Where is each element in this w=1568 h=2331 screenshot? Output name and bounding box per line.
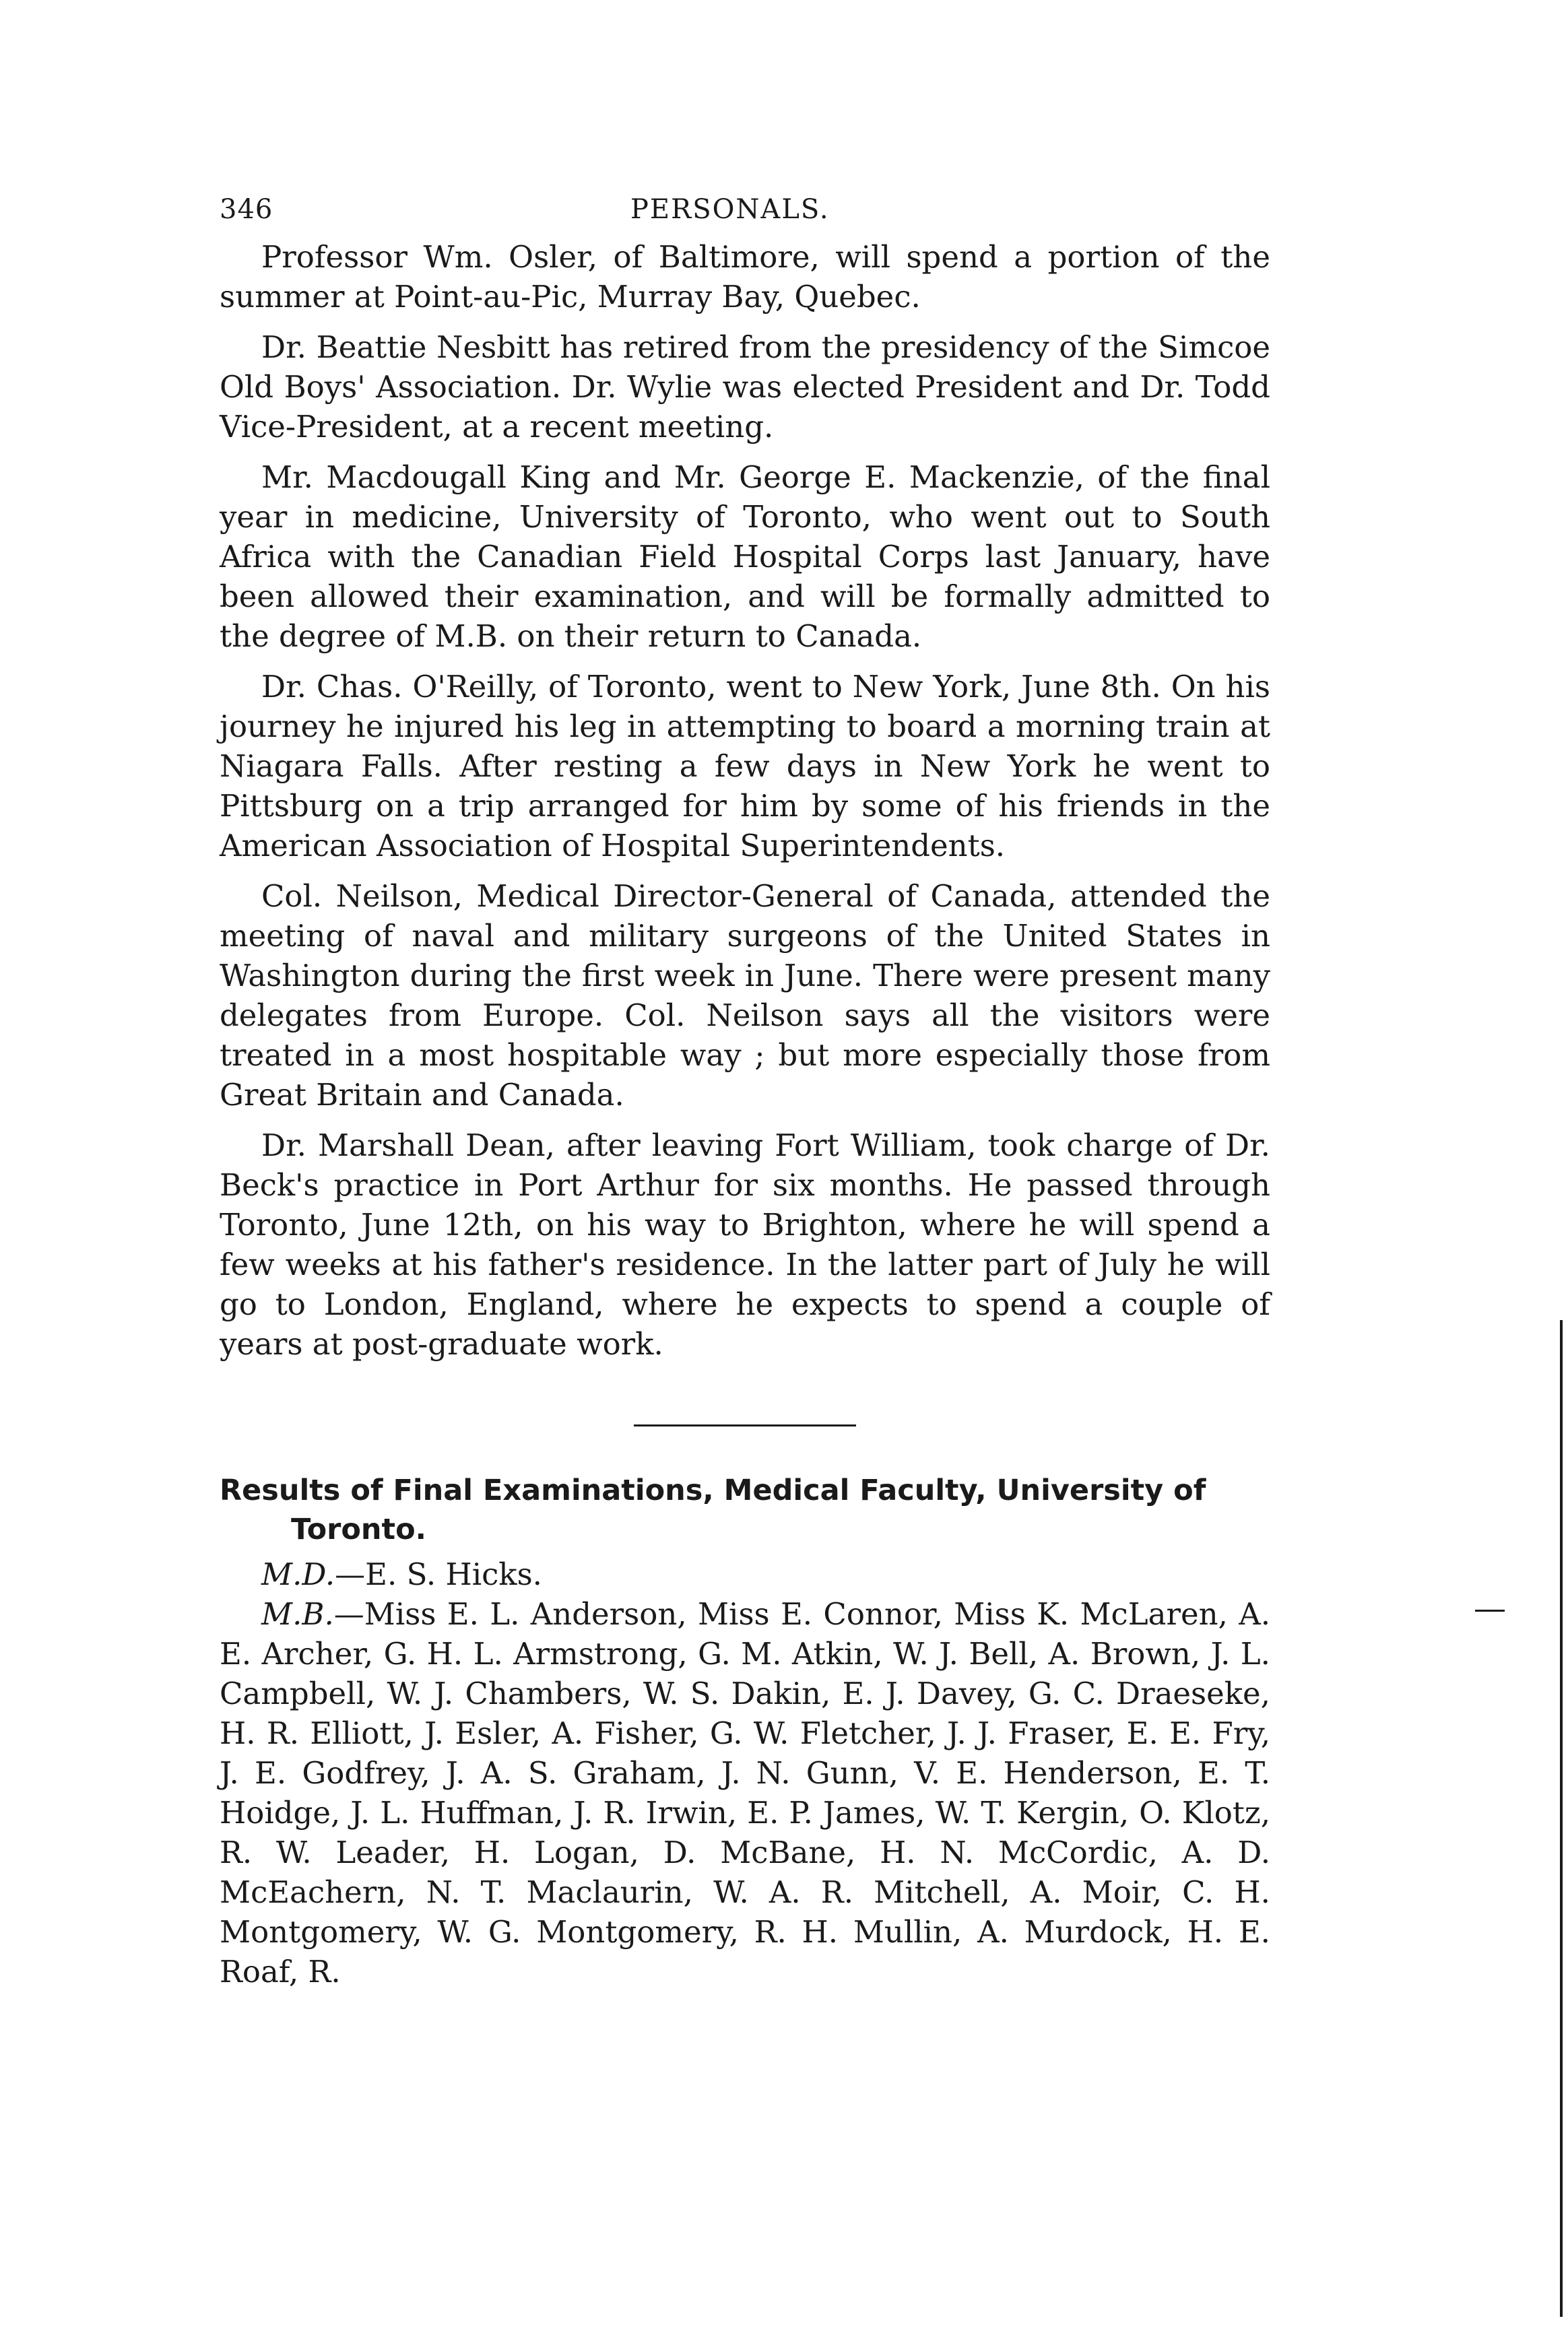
paragraph-neilson: Col. Neilson, Medical Director-General of Canada, attended the meeting of naval and military surgeons of the United States in Washington during the first week in June. There were present many delegates from Europe. Col. Neilson says all the visitors were treated in a most hospitable way ; but more especially those from Great Britain and Canada. [220,878,1270,1113]
paragraph-nesbitt: Dr. Beattie Nesbitt has retired from the presidency of the Simcoe Old Boys' Association. Dr. Wylie was elected President and Dr. Todd Vice-President, at a recent meeting. [220,329,1270,445]
page-number: 346 [220,194,273,225]
running-title: PERSONALS. [630,194,830,225]
paragraph-dean: Dr. Marshall Dean, after leaving Fort William, took charge of Dr. Beck's practice in Port Arthur for six months. He passed through Toronto, June 12th, on his way to Brighton, where he will spend a few weeks at his father's residence. In the latter part of July he will go to London, England, where he expects to spend a couple of years at post-graduate work. [220,1127,1270,1362]
document-page [220,194,1270,1992]
md-names: —E. S. Hicks. [335,1556,542,1592]
results-heading: Results of Final Examinations, Medical Faculty, University of Toronto. [220,1474,1206,1546]
mb-results [220,1594,1270,1992]
md-results [220,1554,1270,1594]
scan-edge-line [1560,1320,1563,2317]
mb-label: M.B. [261,1596,334,1632]
paragraph-osler: Professor Wm. Osler, of Baltimore, will spend a portion of the summer at Point-au-Pic, Murray Bay, Quebec. [220,239,1270,315]
section-divider [634,1424,856,1426]
mb-names: —Miss E. L. Anderson, Miss E. Connor, Miss K. McLaren, A. E. Archer, G. H. L. Armstrong, G. M. Atkin, W. J. Bell, A. Brown, J. L. Campbell, W. J. Chambers, W. S. Dakin, E. J. Davey, G. C. Draeseke, H. R. Elliott, J. Esler, A. Fisher, G. W. Fletcher, J. J. Fraser, E. E. Fry, J. E. Godfrey, J. A. S. Graham, J. N. Gunn, V. E. Henderson, E. T. Hoidge, J. L. Huffman, J. R. Irwin, E. P. James, W. T. Kergin, O. Klotz, R. W. Leader, H. Logan, D. McBane, H. N. McCordic, A. D. McEachern, N. T. Maclaurin, W. A. R. Mitchell, A. Moir, C. H. Montgomery, W. G. Montgomery, R. H. Mullin, A. Murdock, H. E. Roaf, R. [220,1596,1270,1990]
md-label: M.D. [261,1556,335,1592]
paragraph-king-mackenzie: Mr. Macdougall King and Mr. George E. Mackenzie, of the final year in medicine, University of Toronto, who went out to South Africa with the Canadian Field Hospital Corps last January, have been allowed their examination, and will be formally admitted to the degree of M.B. on their return to Canada. [220,459,1270,654]
running-head [220,194,1270,237]
paragraph-oreilly: Dr. Chas. O'Reilly, of Toronto, went to New York, June 8th. On his journey he injured his leg in attempting to board a morning train at Niagara Falls. After resting a few days in New York he went to Pittsburg on a trip arranged for him by some of his friends in the American Association of Hospital Superintendents. [220,669,1270,863]
margin-mark [1475,1610,1505,1612]
